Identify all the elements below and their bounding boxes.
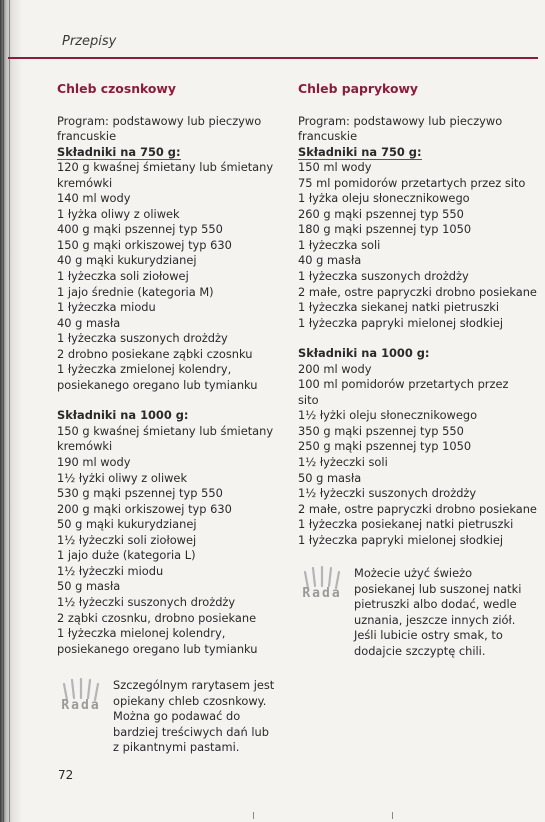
text-line: 1 łyżeczka zmielonej kolendry, xyxy=(57,362,232,377)
text-line: 1 łyżeczka siekanej natki pietruszki xyxy=(298,300,500,315)
text-line: bardziej treściwych dań lub xyxy=(113,724,269,739)
text-line: 1 łyżka oleju słonecznikowego xyxy=(298,191,470,206)
text-line: 1 łyżeczka papryki mielonej słodkiej xyxy=(298,532,504,547)
text-line: 100 ml pomidorów przetartych przez xyxy=(298,377,509,392)
program-line: francuskie xyxy=(57,129,117,144)
ingredient-list xyxy=(57,424,289,657)
text-line: 180 g mąki pszennej typ 1050 xyxy=(298,222,472,237)
text-line: posiekanego oregano lub tymianku xyxy=(57,377,258,392)
section-heading: Składniki na 1000 g: xyxy=(298,346,430,361)
text-line: 50 g mąki kukurydzianej xyxy=(57,517,197,532)
section-heading: Składniki na 1000 g: xyxy=(57,408,189,423)
tip-box xyxy=(57,678,274,756)
tip-label: Rada xyxy=(302,586,342,601)
tip-text xyxy=(354,566,521,659)
text-line: 1 jajo średnie (kategoria M) xyxy=(57,284,214,299)
header-rule xyxy=(8,57,538,59)
text-line: 1 łyżeczka miodu xyxy=(57,300,156,315)
spine-line xyxy=(9,0,10,822)
program-line: francuskie xyxy=(298,129,358,144)
tip-icon xyxy=(298,566,346,608)
text-line: opiekany chleb czosnkowy. xyxy=(113,693,267,708)
text-line: 1½ łyżki oleju słonecznikowego xyxy=(298,408,478,423)
text-line: Można go podawać do xyxy=(113,709,241,724)
text-line: 150 g mąki orkiszowej typ 630 xyxy=(57,237,232,252)
text-line: posiekanego oregano lub tymianku xyxy=(57,641,258,656)
text-line: 2 ząbki czosnku, drobno posiekane xyxy=(57,610,257,625)
text-line: dodajcie szczyptę chili. xyxy=(354,643,486,658)
text-line: 75 ml pomidorów przetartych przez sito xyxy=(298,175,526,190)
text-line: 40 g masła xyxy=(298,253,362,268)
text-line: uznania, jeszcze innych ziół. xyxy=(354,612,516,627)
text-line: 50 g masła xyxy=(298,470,362,485)
text-line: 2 drobno posiekane ząbki czosnku xyxy=(57,346,253,361)
text-line: 140 ml wody xyxy=(57,191,131,206)
text-line: 200 g mąki orkiszowej typ 630 xyxy=(57,501,232,516)
tip-icon xyxy=(57,678,105,720)
recipe-garlic-bread xyxy=(57,81,289,657)
text-line: 200 ml wody xyxy=(298,361,372,376)
text-line: 1½ łyżeczki miodu xyxy=(57,563,164,578)
program-line: Program: podstawowy lub pieczywo xyxy=(57,113,262,128)
ingredient-list xyxy=(298,361,537,549)
tip-label: Rada xyxy=(61,698,101,713)
crop-mark xyxy=(253,812,254,819)
text-line: 530 g mąki pszennej typ 550 xyxy=(57,486,223,501)
text-line: 1 łyżeczka soli ziołowej xyxy=(57,269,189,284)
section-heading: Składniki na 750 g: xyxy=(298,144,422,159)
text-line: 150 g kwaśnej śmietany lub śmietany xyxy=(57,423,274,438)
text-line: 2 małe, ostre papryczki drobno posiekane xyxy=(298,501,537,516)
text-line: 350 g mąki pszennej typ 550 xyxy=(298,423,464,438)
text-line: Jeśli lubicie ostry smak, to xyxy=(354,628,503,643)
text-line: 1½ łyżeczki suszonych drożdży xyxy=(298,486,477,501)
text-line: 1½ łyżki oliwy z oliwek xyxy=(57,470,188,485)
text-line: 40 g masła xyxy=(57,315,121,330)
text-line: 190 ml wody xyxy=(57,455,131,470)
page-header-title: Przepisy xyxy=(62,34,117,49)
text-line: 1 łyżeczka suszonych drożdży xyxy=(57,331,228,346)
text-line: 1 łyżeczka soli xyxy=(298,237,381,252)
page-number: 72 xyxy=(58,768,74,782)
text-line: z pikantnymi pastami. xyxy=(113,740,240,755)
text-line: 1 łyżeczka papryki mielonej słodkiej xyxy=(298,315,504,330)
recipe-title: Chleb paprykowy xyxy=(298,81,418,96)
text-line: 1 łyżeczka suszonych drożdży xyxy=(298,269,469,284)
text-line: 1 łyżeczka posiekanej natki pietruszki xyxy=(298,517,514,532)
program-line: Program: podstawowy lub pieczywo xyxy=(298,113,503,128)
text-line: 150 ml wody xyxy=(298,160,372,175)
text-line: Szczególnym rarytasem jest xyxy=(113,678,275,692)
spine-line xyxy=(3,0,4,822)
text-line: Możecie użyć świeżo xyxy=(354,566,473,580)
text-line: 1 łyżka oliwy z oliwek xyxy=(57,206,180,221)
recipe-paprika-bread xyxy=(298,81,537,548)
text-line: 1½ łyżeczki soli ziołowej xyxy=(57,532,197,547)
section-heading: Składniki na 750 g: xyxy=(57,144,181,159)
tip-text xyxy=(113,678,274,756)
text-line: 400 g mąki pszennej typ 550 xyxy=(57,222,223,237)
text-line: kremówki xyxy=(57,439,113,454)
ingredient-list xyxy=(298,160,537,331)
tip-box xyxy=(298,566,521,659)
text-line: 40 g mąki kukurydzianej xyxy=(57,253,197,268)
text-line: kremówki xyxy=(57,175,113,190)
text-line: 1 łyżeczka mielonej kolendry, xyxy=(57,626,226,641)
text-line: 250 g mąki pszennej typ 1050 xyxy=(298,439,472,454)
text-line: 120 g kwaśnej śmietany lub śmietany xyxy=(57,160,274,175)
recipe-title: Chleb czosnkowy xyxy=(57,81,176,96)
text-line: pietruszki albo dodać, wedle xyxy=(354,597,517,612)
text-line: 260 g mąki pszennej typ 550 xyxy=(298,206,464,221)
text-line: 50 g masła xyxy=(57,579,121,594)
crop-mark xyxy=(392,812,393,819)
text-line: sito xyxy=(298,392,319,407)
text-line: 1½ łyżeczki suszonych drożdży xyxy=(57,594,236,609)
text-line: 1½ łyżeczki soli xyxy=(298,455,388,470)
ingredient-list xyxy=(57,160,289,393)
text-line: 1 jajo duże (kategoria L) xyxy=(57,548,196,563)
text-line: 2 małe, ostre papryczki drobno posiekane xyxy=(298,284,537,299)
text-line: posiekanej lub suszonej natki xyxy=(354,581,522,596)
